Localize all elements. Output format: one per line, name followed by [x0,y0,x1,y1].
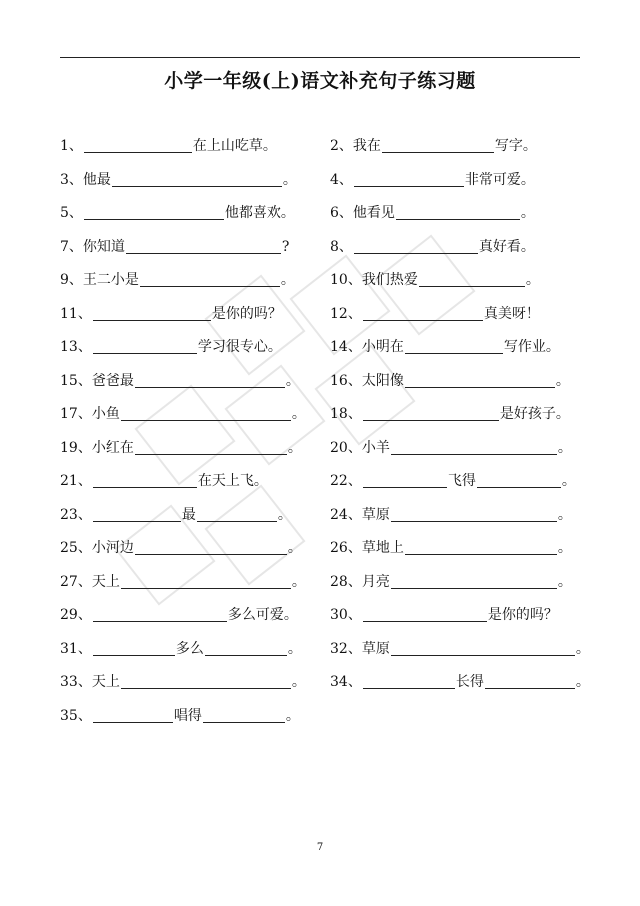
fill-in-blank[interactable] [363,404,499,421]
exercise-item [60,505,306,539]
item-number: 19、 [60,439,92,456]
exercise-item [330,270,590,304]
top-rule [60,57,580,58]
item-number: 28、 [330,573,362,590]
fill-in-blank[interactable] [121,672,291,689]
exercise-item [60,237,306,271]
left-column [60,136,306,739]
sentence-text: 小鱼 [91,406,120,422]
sentence-text: 。 [525,272,540,288]
exercise-item [60,538,306,572]
sentence-text: 草原 [361,640,390,657]
sentence-text: 真美呀！ [483,305,540,322]
sentence-text: 。 [277,506,292,523]
sentence-text: 多么可爱。 [227,607,298,623]
sentence-text: 飞得 [447,473,476,489]
exercise-item [330,304,590,338]
sentence-text: 。 [291,573,306,590]
exercise-item [60,672,306,706]
sentence-text: 小河边 [91,540,134,556]
sentence-text: 。 [287,640,302,657]
exercise-item [330,639,590,673]
sentence-text: 我在 [352,138,381,154]
fill-in-blank[interactable] [354,237,478,254]
item-number: 35、 [60,707,92,724]
exercise-item [330,237,590,271]
exercise-item [330,471,590,505]
sentence-text: 小羊 [361,439,390,456]
fill-in-blank[interactable] [203,706,285,723]
sentence-text: 。 [555,372,570,389]
sentence-text: 爸爸最 [91,372,134,389]
item-number: 27、 [60,573,92,590]
fill-in-blank[interactable] [84,203,224,220]
sentence-text: ? [281,238,290,255]
sentence-text: 。 [561,473,576,489]
fill-in-blank[interactable] [112,170,282,187]
exercise-item [330,170,590,204]
fill-in-blank[interactable] [197,505,277,522]
sentence-text: 。 [282,171,297,188]
fill-in-blank[interactable] [391,639,575,656]
exercise-item [60,371,306,405]
sentence-text: 写作业。 [503,339,560,355]
item-number: 34、 [330,674,362,690]
fill-in-blank[interactable] [363,672,455,689]
fill-in-blank[interactable] [93,337,197,354]
sentence-text: 王二小是 [82,272,139,288]
sentence-text: 学习很专心。 [197,339,282,355]
fill-in-blank[interactable] [121,404,291,421]
exercise-item [60,706,306,740]
item-number: 25、 [60,540,92,556]
page-number: 7 [316,842,324,853]
item-number: 3、 [60,171,83,188]
exercise-item [60,304,306,338]
sentence-text: 。 [287,439,302,456]
exercise-item [330,136,590,170]
sentence-text: 他最 [82,171,111,188]
item-number: 15、 [60,372,92,389]
sentence-text: 多么 [175,640,204,657]
item-number: 12、 [330,305,362,322]
exercise-item [330,337,590,371]
sentence-text: 写字。 [494,138,537,154]
sentence-text: 。 [575,674,590,690]
exercise-item [60,605,306,639]
exercise-item [60,203,306,237]
sentence-text: 天上 [91,674,120,690]
item-number: 6、 [330,205,353,221]
sentence-text: 是你的吗？ [211,305,282,322]
sentence-text: 。 [291,406,306,422]
fill-in-blank[interactable] [363,304,483,321]
item-number: 30、 [330,607,362,623]
exercise-item [60,170,306,204]
fill-in-blank[interactable] [93,706,173,723]
fill-in-blank[interactable] [93,639,175,656]
page-title: 小学一年级(上)语文补充句子练习题 [164,70,476,92]
item-number: 18、 [330,406,362,422]
exercise-item [60,270,306,304]
sentence-text: 是好孩子。 [499,406,570,422]
sentence-text: 他都喜欢。 [224,205,295,221]
sentence-text: 。 [575,640,590,657]
sentence-text: 在天上飞。 [197,473,268,489]
item-number: 32、 [330,640,362,657]
right-column [330,136,590,706]
sentence-text: 草地上 [361,540,404,556]
fill-in-blank[interactable] [391,438,557,455]
sentence-text: 草原 [361,506,390,523]
sentence-text: 是你的吗？ [487,607,558,623]
fill-in-blank[interactable] [405,337,503,354]
sentence-text: 。 [557,506,572,523]
sentence-text: 他看见 [352,205,395,221]
sentence-text: 太阳像 [361,372,404,389]
fill-in-blank[interactable] [93,505,181,522]
exercise-item [60,337,306,371]
fill-in-blank[interactable] [363,605,487,622]
sentence-text: 我们热爱 [361,272,418,288]
sentence-text: 。 [285,707,300,724]
exercise-item [330,505,590,539]
exercise-item [60,136,306,170]
fill-in-blank[interactable] [363,471,447,488]
fill-in-blank[interactable] [93,471,197,488]
exercise-item [60,404,306,438]
exercise-item [60,438,306,472]
item-number: 29、 [60,607,92,623]
exercise-item [330,605,590,639]
sentence-text: 。 [557,573,572,590]
fill-in-blank[interactable] [135,438,287,455]
fill-in-blank[interactable] [93,605,227,622]
sentence-text: 。 [520,205,535,221]
sentence-text: 月亮 [361,573,390,590]
exercise-item [60,471,306,505]
sentence-text: 。 [291,674,306,690]
sentence-text: 。 [287,540,302,556]
exercise-item [330,672,590,706]
exercise-item [330,371,590,405]
sentence-text: 小明在 [361,339,404,355]
fill-in-blank[interactable] [391,572,557,589]
sentence-text: 小红在 [91,439,134,456]
item-number: 5、 [60,205,83,221]
item-number: 24、 [330,506,362,523]
fill-in-blank[interactable] [391,505,557,522]
item-number: 1、 [60,138,83,154]
exercise-item [60,639,306,673]
item-number: 33、 [60,674,92,690]
sentence-text: 非常可爱。 [464,171,535,188]
fill-in-blank[interactable] [382,136,494,153]
fill-in-blank[interactable] [93,304,211,321]
item-number: 8、 [330,238,353,255]
fill-in-blank[interactable] [405,371,555,388]
sentence-text: 天上 [91,573,120,590]
item-number: 2、 [330,138,353,154]
item-number: 22、 [330,473,362,489]
sentence-text: 。 [557,439,572,456]
item-number: 26、 [330,540,362,556]
fill-in-blank[interactable] [354,170,464,187]
exercise-item [330,538,590,572]
sentence-text: 。 [280,272,295,288]
exercise-item [330,572,590,606]
item-number: 16、 [330,372,362,389]
fill-in-blank[interactable] [477,471,561,488]
fill-in-blank[interactable] [135,371,285,388]
item-number: 9、 [60,272,83,288]
fill-in-blank[interactable] [205,639,287,656]
sentence-text: 长得 [455,674,484,690]
sentence-text: 你知道 [82,238,125,255]
sentence-text: 。 [285,372,300,389]
fill-in-blank[interactable] [419,270,525,287]
fill-in-blank[interactable] [140,270,280,287]
fill-in-blank[interactable] [396,203,520,220]
fill-in-blank[interactable] [121,572,291,589]
sentence-text: 唱得 [173,707,202,724]
sentence-text: 真好看。 [478,238,535,255]
item-number: 14、 [330,339,362,355]
fill-in-blank[interactable] [405,538,557,555]
exercise-item [330,438,590,472]
fill-in-blank[interactable] [485,672,575,689]
item-number: 31、 [60,640,92,657]
item-number: 17、 [60,406,92,422]
fill-in-blank[interactable] [126,237,281,254]
fill-in-blank[interactable] [84,136,192,153]
exercise-item [330,404,590,438]
item-number: 7、 [60,238,83,255]
item-number: 23、 [60,506,92,523]
sentence-text: 。 [557,540,572,556]
item-number: 13、 [60,339,92,355]
sentence-text: 在上山吃草。 [192,138,277,154]
item-number: 20、 [330,439,362,456]
item-number: 10、 [330,272,362,288]
item-number: 11、 [60,305,92,322]
sentence-text: 最 [181,506,196,523]
exercise-item [60,572,306,606]
item-number: 21、 [60,473,92,489]
exercise-item [330,203,590,237]
item-number: 4、 [330,171,353,188]
fill-in-blank[interactable] [135,538,287,555]
